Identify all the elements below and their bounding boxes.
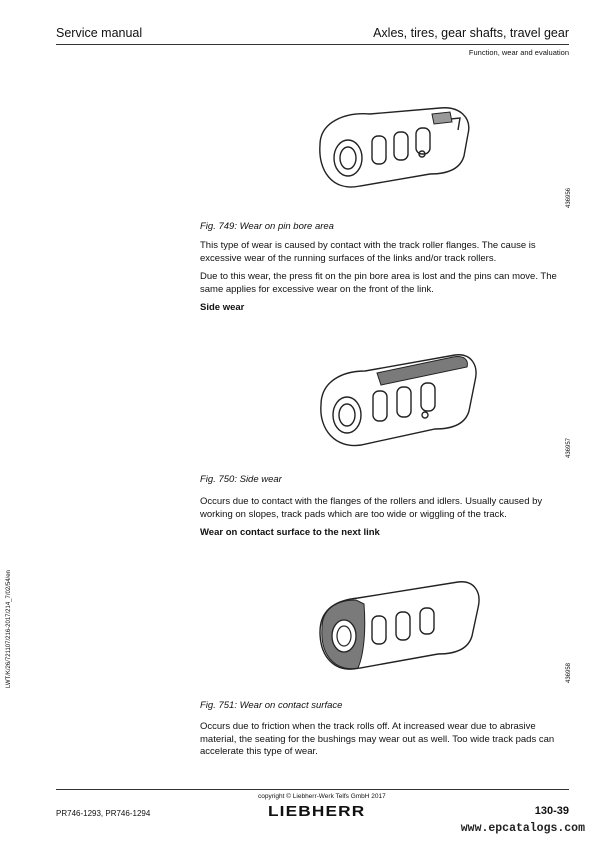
liebherr-logo: LIEBHERR	[268, 803, 366, 820]
model-numbers: PR746-1293, PR746-1294	[56, 809, 151, 818]
header-subtitle: Function, wear and evaluation	[468, 48, 569, 57]
paragraph: Due to this wear, the press fit on the pin bore area is lost and the pins can move. The same applies for excessive wear on the front of the link.	[200, 271, 557, 295]
figure-caption: Fig. 750: Side wear	[200, 474, 282, 485]
header-left-title: Service manual	[56, 26, 143, 40]
track-link-illustration-751	[308, 570, 488, 680]
section-heading: Side wear	[200, 302, 245, 313]
copyright-notice: copyright © Liebherr-Werk Telfs GmbH 2017	[258, 793, 386, 800]
track-link-illustration-750	[305, 345, 485, 455]
figure-number: 436957	[566, 437, 572, 458]
figure-caption: Fig. 749: Wear on pin bore area	[200, 221, 334, 232]
section-heading: Wear on contact surface to the next link	[200, 527, 380, 538]
figure-number: 436958	[566, 662, 572, 683]
page-number: 130-39	[534, 805, 569, 817]
footer-divider	[56, 789, 569, 790]
paragraph: Occurs due to friction when the track rolls off. At increased wear due to abrasive material, the seating for the bushings may wear out as well. Too wide track pads can accelerate this type of wear.	[200, 721, 555, 757]
paragraph: Occurs due to contact with the flanges of the rollers and idlers. Usually caused by working on slopes, track pads which are too wide or wiggling of the track.	[200, 496, 543, 520]
website-watermark[interactable]: www.epcatalogs.com	[460, 822, 585, 835]
figure-caption: Fig. 751: Wear on contact surface	[200, 700, 343, 711]
header-right-title: Axles, tires, gear shafts, travel gear	[373, 26, 569, 40]
side-document-code: LWT/K/26/721107/216-2017/214_7/02/54/en	[6, 570, 12, 688]
track-link-illustration-749	[300, 100, 480, 200]
paragraph: This type of wear is caused by contact with the track roller flanges. The cause is excessive wear of the running surfaces of the links and/or track rollers.	[200, 240, 536, 264]
figure-number: 436956	[566, 187, 572, 208]
header-divider	[56, 44, 569, 45]
